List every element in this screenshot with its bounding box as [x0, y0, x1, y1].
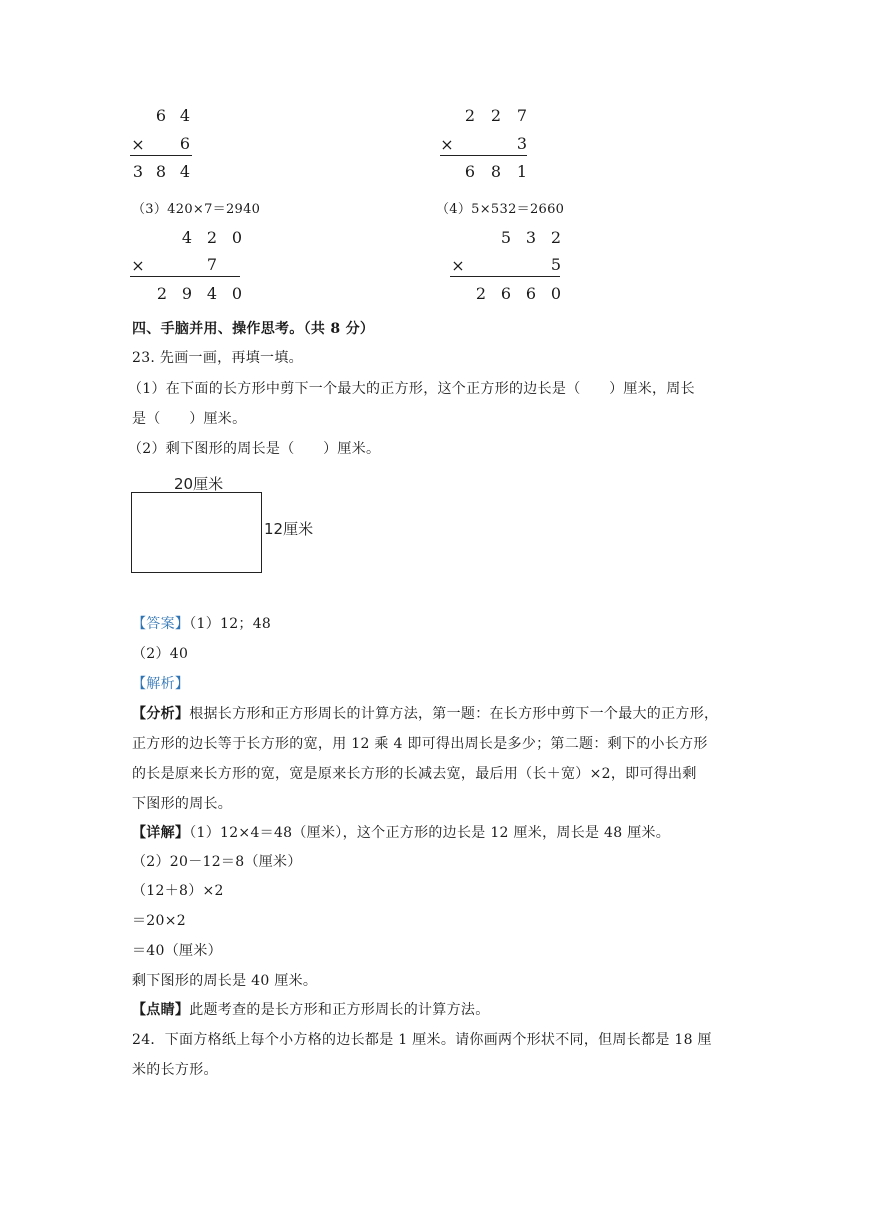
calc1-digit: 6: [155, 106, 167, 125]
calc2-digit: 8: [490, 162, 502, 181]
figure-side-label: 12厘米: [264, 520, 314, 538]
calc4-line: [450, 276, 560, 277]
q23-part2: （2）剩下图形的周长是（ ）厘米。: [128, 441, 381, 457]
dianjing-tag: 【点睛】: [132, 1002, 190, 1018]
calc2-line: [440, 155, 527, 156]
fenxi-line2: 正方形的边长等于长方形的宽，用 12 乘 4 即可得出周长是多少；第二题：剩下的小长方形: [132, 736, 708, 752]
calc2-digit: 2: [490, 106, 502, 125]
calc3-line: [130, 276, 240, 277]
q23-title: 23. 先画一画，再填一填。: [132, 350, 303, 366]
fenxi-tag: 【分析】: [132, 706, 190, 722]
xiangjie-line5: ＝40（厘米）: [132, 943, 222, 959]
calc3-label: （3）420×7＝2940: [132, 202, 261, 217]
calc1-digit: 3: [132, 162, 144, 181]
calc3-digit: 4: [181, 228, 193, 247]
q23-part1-line2: 是（ ）厘米。: [132, 411, 247, 427]
q24-line2: 米的长方形。: [132, 1062, 218, 1078]
calc3-digit: 2: [156, 284, 168, 303]
calc2-operator: ×: [440, 135, 454, 154]
fenxi-line1: 根据长方形和正方形周长的计算方法，第一题：在长方形中剪下一个最大的正方形，: [189, 706, 719, 722]
dianjing-text: 此题考查的是长方形和正方形周长的计算方法。: [189, 1002, 490, 1018]
calc3-digit: 2: [206, 228, 218, 247]
calc2-digit: 1: [516, 162, 528, 181]
xiangjie-line4: ＝20×2: [132, 913, 186, 929]
answer-line1: （1）12；48: [189, 616, 272, 632]
calc3-digit: 0: [231, 228, 243, 247]
answer-tag: 【答案】: [132, 616, 190, 632]
calc2-digit: 7: [516, 106, 528, 125]
calc4-digit: 3: [525, 228, 537, 247]
calc4-digit: 5: [500, 228, 512, 247]
xiangjie-line6: 剩下图形的周长是 40 厘米。: [132, 973, 318, 989]
calc1-digit: 4: [179, 162, 191, 181]
analysis-tag: 【解析】: [132, 676, 190, 692]
calc1-digit: 4: [179, 106, 191, 125]
calc4-label: （4）5×532＝2660: [436, 202, 565, 217]
calc4-digit: 2: [550, 228, 562, 247]
figure-top-label: 20厘米: [174, 475, 224, 493]
calc2-digit: 3: [516, 134, 528, 153]
calc4-digit: 6: [500, 284, 512, 303]
calc4-digit: 2: [475, 284, 487, 303]
q24-line1: 24．下面方格纸上每个小方格的边长都是 1 厘米。请你画两个形状不同，但周长都是 18 厘: [132, 1032, 712, 1048]
calc3-operator: ×: [131, 256, 145, 275]
rectangle-shape: [131, 492, 262, 573]
calc3-digit: 0: [231, 284, 243, 303]
fenxi-line4: 下图形的周长。: [132, 796, 233, 812]
calc2-digit: 6: [464, 162, 476, 181]
q23-part1-line1: （1）在下面的长方形中剪下一个最大的正方形，这个正方形的边长是（ ）厘米，周长: [128, 381, 695, 397]
calc3-digit: 4: [206, 284, 218, 303]
xiangjie-line2: （2）20－12＝8（厘米）: [132, 854, 302, 870]
calc1-digit: 6: [179, 134, 191, 153]
calc3-digit: 7: [206, 255, 218, 274]
calc4-operator: ×: [451, 256, 465, 275]
xiangjie-tag: 【详解】: [132, 825, 190, 841]
calc1-digit: 8: [155, 162, 167, 181]
fenxi-line3: 的长是原来长方形的宽，宽是原来长方形的长减去宽，最后用（长＋宽）×2，即可得出剩: [132, 766, 697, 782]
calc4-digit: 6: [525, 284, 537, 303]
answer-line2: （2）40: [132, 646, 189, 662]
section-heading: 四、手脑并用、操作思考。（共 8 分）: [132, 321, 375, 337]
calc2-digit: 2: [464, 106, 476, 125]
calc1-operator: ×: [131, 135, 145, 154]
xiangjie-line3: （12＋8）×2: [132, 883, 224, 899]
calc4-digit: 0: [550, 284, 562, 303]
xiangjie-line1: （1）12×4＝48（厘米），这个正方形的边长是 12 厘米，周长是 48 厘米。: [189, 825, 671, 841]
calc3-digit: 9: [181, 284, 193, 303]
calc4-digit: 5: [550, 255, 562, 274]
calc1-line: [130, 155, 192, 156]
